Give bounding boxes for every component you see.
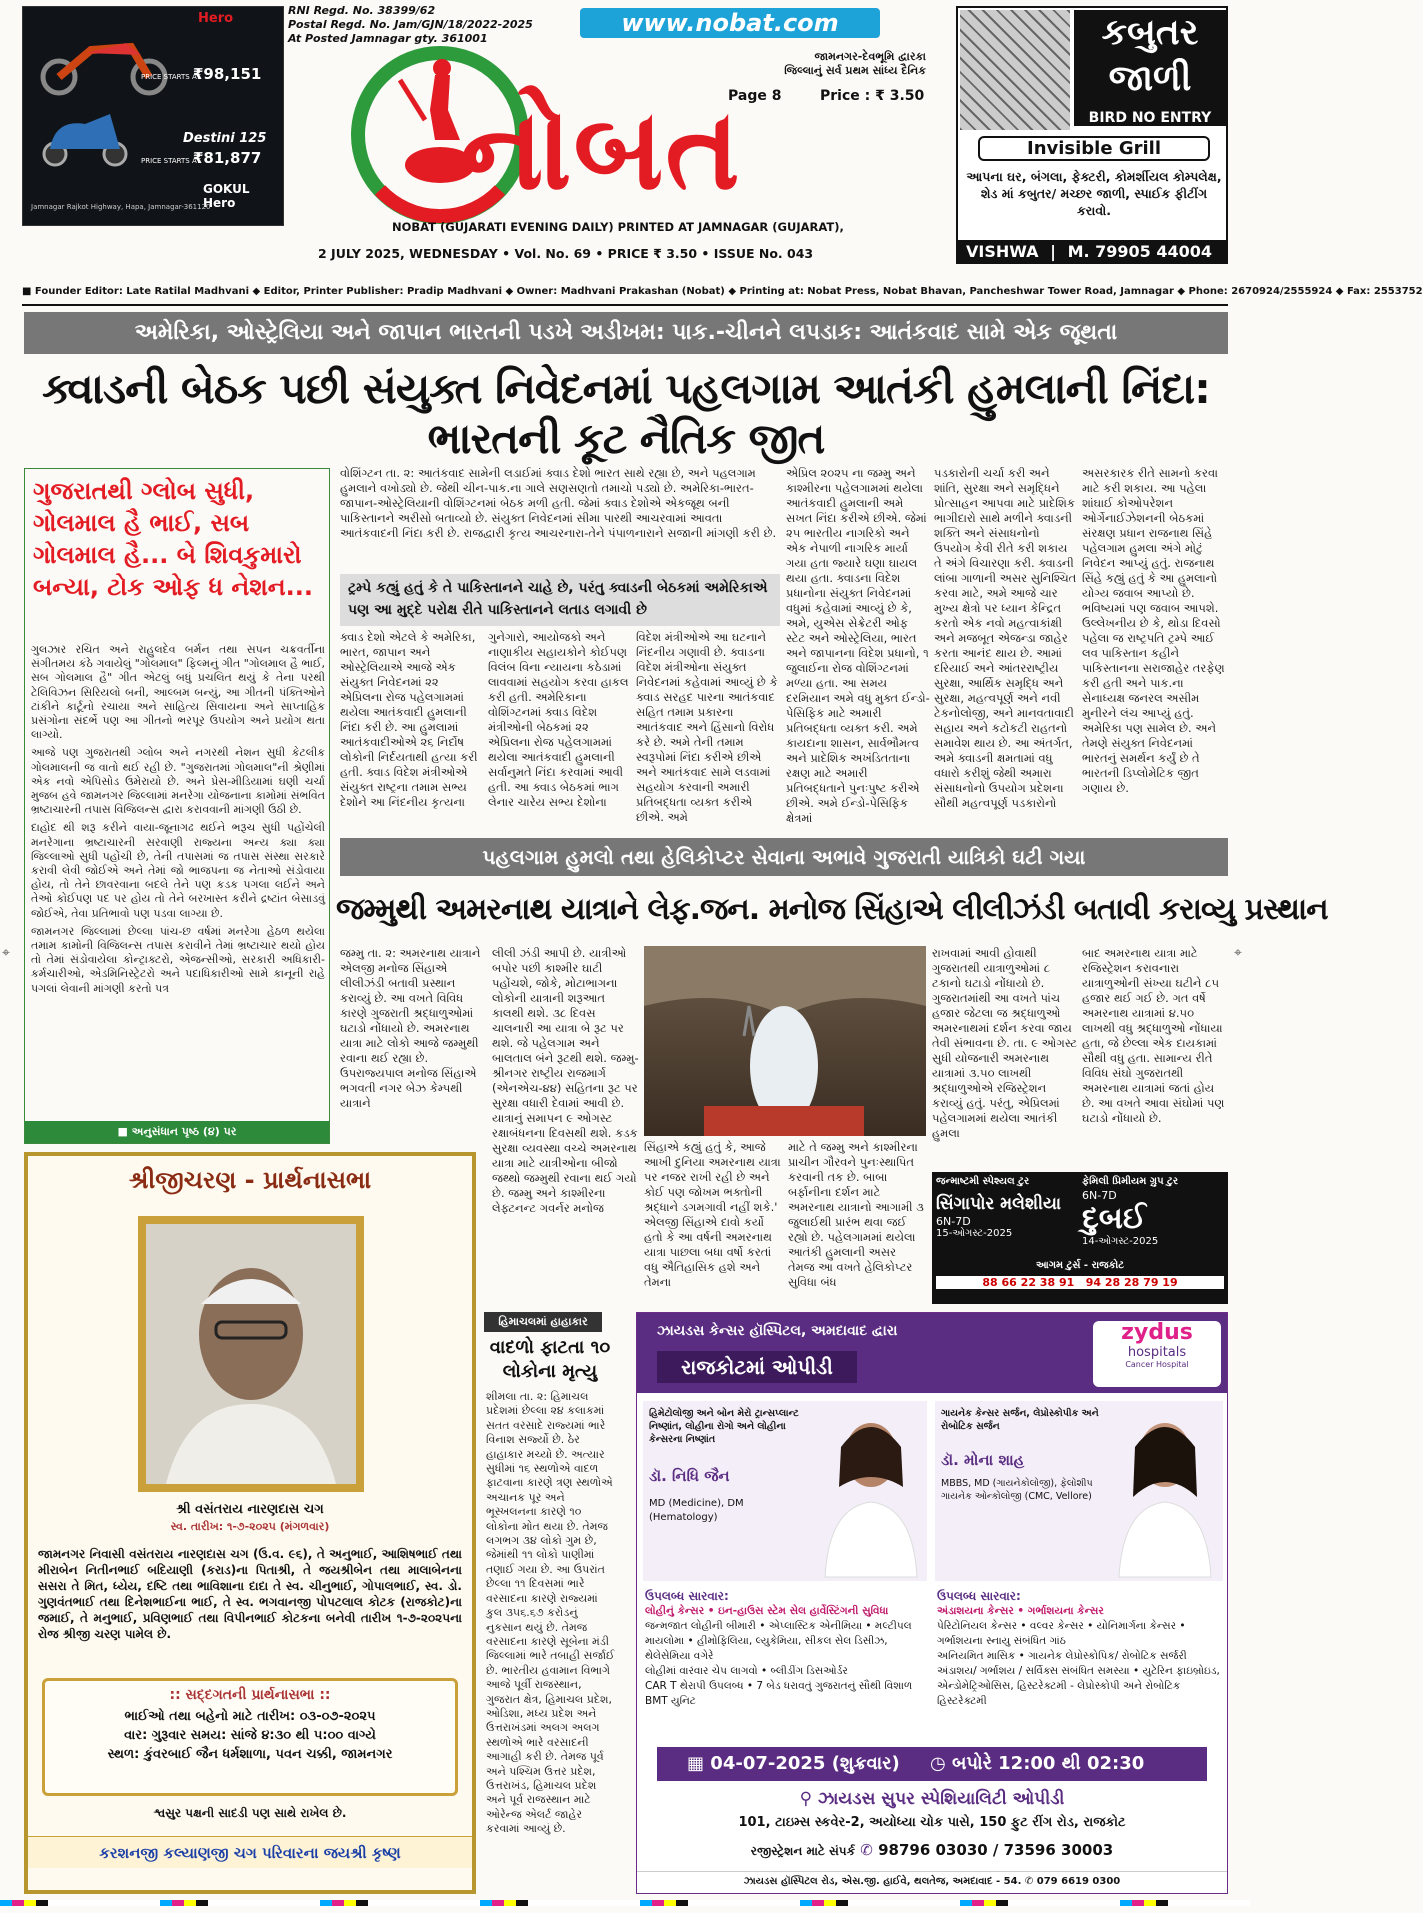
tour-date: 15-ઓગસ્ટ-2025 — [936, 1228, 1013, 1239]
price-label: PRICE STARTS AT — [141, 157, 201, 165]
prayer-meet-date: ભાઈઓ તથા બહેનો માટે તારીખ: ૦૩-૦૭-૨૦૨૫ — [124, 1709, 376, 1724]
registration-mark-icon: ⌖ — [1234, 945, 1242, 961]
model-name: Destini 125 — [183, 131, 267, 146]
ad-title: કબુતર જાળી — [1074, 10, 1226, 110]
ad-left-hero[interactable] — [22, 6, 284, 226]
phone-icon: ✆ — [860, 1841, 873, 1859]
zydus-top: ઝાયડસ કેન્સર હૉસ્પિટલ, અમદાવાદ દ્વારા — [657, 1323, 898, 1339]
opd-schedule-bar — [657, 1747, 1207, 1781]
prayer-meet-time: વાર: ગુરૂવાર સમય: સાંજે ૪:૩૦ થી ૫:૦૦ વાગ્યે — [124, 1728, 376, 1743]
doctor-role: હિમેટોલોજી અને બોન મેરો ટ્રાન્સપ્લાન્ટ નિષ્ણાંત, લોહીના રોગો અને લોહીના કેન્સરના નિષ્ણાંત — [649, 1408, 799, 1445]
zydus-title: રાજકોટમાં ઓપીડી — [657, 1351, 857, 1383]
phone-number[interactable]: 94 28 28 79 19 — [1085, 1276, 1178, 1289]
price-label: PRICE STARTS AT — [141, 73, 201, 81]
main-story-col2: ગુનેગારો, આયોજકો અને નાણાકીય સહાયકોને કોઈપણ વિલંબ વિના ન્યાયના કઠેડામાં લાવવામાં સહયોગ કરવા હાકલ કરી હતી. અમેરિકાના વોશિંગ્ટનમાં ક્વાડ વિદેશ મંત્રીઓની બેઠકમાં ૨૨ એપ્રિલના રોજ પહેલગામમાં થયેલા આતંકવાદી હુમલાની સર્વાનુમતે નિંદા કરવામાં આવી હતી. આ ક્વાડ બેઠકમાં ભાગ લેનાર ચારેય સભ્ય દેશોના — [488, 630, 629, 809]
ad-contact: VISHWA | M. 79905 44004 — [958, 240, 1226, 264]
registration-lines: RNI Regd. No. 38399/62 Postal Regd. No. Jam/GJN/18/2022-2025 At Posted Jamnagar gty. 361001 — [288, 4, 533, 45]
tour-phones — [936, 1276, 1224, 1289]
dealer-logo: GOKUL Hero — [203, 182, 250, 210]
phone-number: M. 79905 44004 — [1067, 242, 1213, 261]
dateline: 2 JULY 2025, WEDNESDAY • Vol. No. 69 • PRICE ₹ 3.50 • ISSUE No. 043 — [318, 246, 814, 261]
tour-nights: 6N-7D — [936, 1215, 971, 1228]
tour-nights: 6N-7D — [1082, 1189, 1117, 1202]
amarnath-col2: લીલી ઝંડી આપી છે. યાત્રીઓ બપોર પછી કાશ્મીર ઘાટી પહોંચશે, જોકે, મોટાભાગના લોકોની યાત્રાની શરૂઆત કાલથી થશે. ૩૮ દિવસ ચાલનારી આ યાત્રા બે રૂટ પર થશે. જે પહેલગામ અને બાલતાલ બંને રૂટથી થશે. જમ્મુ-શ્રીનગર રાષ્ટ્રીય રાજમાર્ગ (એનએચ-૪૪) સહિતના રૂટ પર સુરક્ષા વધારી દેવામાં આવી છે. યાત્રાનું સમાપન ૯ ઓગસ્ટ રક્ષાબંધનના દિવસથી થશે. કડક સુરક્ષા વ્યવસ્થા વચ્ચે અમરનાથ યાત્રા માટે યાત્રીઓના બીજો જથ્થો જમ્મુથી રવાના થઈ ગયો છે. જમ્મુ અને કાશ્મીરના લેફ્ટનન્ટ ગવર્નર મનોજ — [492, 946, 639, 1215]
hospital-phone[interactable]: 079 6619 0300 — [1036, 1876, 1121, 1887]
phone-number[interactable]: 88 66 22 38 91 — [982, 1276, 1075, 1289]
doctor2-photo — [1113, 1407, 1217, 1577]
registration-mark-icon: ⌖ — [2, 945, 10, 961]
masthead-subline: NOBAT (GUJARATI EVENING DAILY) PRINTED AT JAMNAGAR (GUJARAT), — [392, 220, 844, 234]
location-pin-icon: ⚲ — [799, 1789, 813, 1809]
service-item: લોહીનું કેન્સર • ઇન-હાઉસ સ્ટેમ સેલ હાર્વેસ્ટિંગની સુવિધા — [645, 1605, 889, 1617]
website-banner[interactable]: www.nobat.com — [580, 8, 880, 38]
zydus-footer — [637, 1871, 1227, 1887]
himachal-body: શીમલા તા. ૨: હિમાચલ પ્રદેશમાં છેલ્લા ૨૪ કલાકમાં સતત વરસાદે રાજ્યમાં ભારે વિનાશ સર્જ્યો છે. ઠેર હાહાકાર મચ્યો છે. અત્યાર સુધીમાં ૧૬ સ્થળોએ વાદળ ફાટવાના કારણે ત્રણ સ્થળોએ અચાનક પૂર અને ભૂસ્ખલનના કારણે ૧૦ લોકોના મોત થયા છે. તેમજ લગભગ ૩૪ લોકો ગુમ છે, જેમાંથી ૧૧ લોકો પાણીમાં તણાઈ ગયા છે. આ ઉપરાંત છેલ્લા ૧૧ દિવસમાં ભારે વરસાદના કારણે રાજ્યમાં કુલ ૩૫૬.૬૭ કરોડનું નુકસાન થયું છે. તેમજ વરસાદના કારણે સૂબેના મંડી જિલ્લામાં ભારે તબાહી સર્જાઈ છે. ભારતીય હવામાન વિભાગે આજે પૂર્વી રાજસ્થાન, ગુજરાત ક્ષેત્ર, હિમાચલ પ્રદેશ, ઓડિશા, મધ્ય પ્રદેશ અને ઉત્તરાખંડમાં અલગ અલગ સ્થળોએ ભારે વરસાદની આગાહી કરી છે. તેમજ પૂર્વ અને પશ્ચિમ ઉત્તર પ્રદેશ, ઉત્તરાખંડ, હિમાચલ પ્રદેશ અને પૂર્વ રાજસ્થાન માટે ઓરેન્જ એલર્ટ જાહેર કરવામાં આવ્યું છે. — [486, 1390, 615, 1836]
tour-date: 14-ઓગસ્ટ-2025 — [1082, 1236, 1159, 1247]
main-story-col1: ક્વાડ દેશો એટલે કે અમેરિકા, ભારત, જાપાન અને ઓસ્ટ્રેલિયાએ આજે એક સંયુક્ત નિવેદનમાં ૨૨ એપ્રિલના રોજ પહેલગામમાં થયેલા આતંકવાદી હુમલાની નિંદા કરી છે. આ હુમલામાં આતંકવાદીઓએ ૨૬ નિર્દોષ લોકોની નિર્દયતાથી હત્યા કરી હતી. ક્વાડ વિદેશ મંત્રીઓએ સંયુક્ત રાષ્ટ્રના તમામ સભ્ય દેશોને આ નિંદનીય કૃત્યના — [340, 630, 478, 809]
main-story-col4: એપ્રિલ ૨૦૨૫ ના જમ્મુ અને કાશ્મીરના પહેલગામમાં થયેલા આતંકવાદી હુમલાની અમે સખત નિંદા કરીએ છીએ. જેમાં ૨૫ ભારતીય નાગરિકો અને એક નેપાળી નાગરિક માર્યા ગયા હતા જ્યારે ઘણા ઘાયલ થયા હતા. ક્વાડના વિદેશ પ્રધાનોના સંયુક્ત નિવેદનમાં વધુમાં કહેવામાં આવ્યું છે કે, અમે, યુએસ સેક્રેટરી ઓફ સ્ટેટ અને ઓસ્ટ્રેલિયા, ભારત અને જાપાનના વિદેશ પ્રધાનો, ૧ જુલાઈના રોજ વોશિંગ્ટનમાં મળ્યા હતા. આ સમય દરમિયાન અમે વધુ મુક્ત ઈન્ડો-પેસિફિક માટે અમારી પ્રતિબદ્ધતા વ્યક્ત કરી. અમે કાયદાના શાસન, સાર્વભૌમત્વ અને પ્રાદેશિક અખંડિતતાના રક્ષણ માટે અમારી પ્રતિબદ્ધતાને પુનઃપુષ્ટ કરીએ છીએ. અમે ઈન્ડો-પેસિફિક ક્ષેત્રમાં — [786, 466, 930, 825]
service-item: લોહીમાં વારંવાર ચેપ લાગવો • બ્લીડીંગ ડિસઓર્ડર — [645, 1665, 848, 1677]
registration-label: રજીસ્ટ્રેશન માટે સંપર્ક — [750, 1844, 856, 1858]
prayer-meet-venue: સ્થળ: કુંવરબાઈ જૈન ધર્મશાળા, પવન ચક્કી, જામનગર — [107, 1747, 393, 1762]
company-name: VISHWA — [966, 242, 1039, 261]
masthead-tagline: જામનગર-દેવભૂમિ દ્વારકા જિલ્લાનું સર્વ પ્રથમ સાંધ્ય દૈનિક — [784, 50, 926, 77]
main-story-col5: પડકારોની ચર્ચા કરી અને શાંતિ, સુરક્ષા અને સમૃદ્ધિને પ્રોત્સાહન આપવા માટે પ્રાદેશિક ભાગીદારો સાથે મળીને ક્વાડની શક્તિ અને સંસાધનોનો ઉપયોગ કેવી રીતે કરી શકાય તે અંગે વિચારણા કરી. ક્વાડની લાંબા ગાળાની અસર સુનિશ્ચિત કરવા માટે, અમે આજે ચાર મુખ્ય ક્ષેત્રો પર ધ્યાન કેન્દ્રિત કરતો એક નવો મહત્વાકાંક્ષી અને મજબૂત એજન્ડા જાહેર કરતા આનંદ થાય છે. આમાં દરિયાઈ અને આંતરરાષ્ટ્રીય સુરક્ષા, આર્થિક સમૃદ્ધિ અને સુરક્ષા, મહત્વપૂર્ણ અને નવી ટેકનોલોજી, અને માનવતાવાદી સહાય અને કટોકટી રાહતનો સમાવેશ થાય છે. આ અંતર્ગત, અમે ક્વાડની ક્ષમતામાં વધુ વધારો કરીશું જેથી અમારા સંસાધનોનો ઉપયોગ પ્રદેશના સૌથી મહત્વપૂર્ણ પડકારોનો — [934, 466, 1077, 810]
price-value: ₹81,877 — [193, 149, 262, 167]
doctor-name: ડૉ. નિધિ જૈન — [649, 1467, 730, 1485]
price-label: Price : ₹ 3.50 — [820, 88, 925, 104]
registration-phone[interactable]: 98796 03030 / 73596 30003 — [878, 1841, 1114, 1859]
main-headline: ક્વાડની બેઠક પછી સંયુક્ત નિવેદનમાં પહલગામ આતંકી હુમલાની નિંદા: ભારતની કૂટ નૈતિક જીત — [42, 364, 1210, 463]
service-item: જન્મજાત લોહીની બીમારી • એપ્લાસ્ટિક એનીમિયા • મલ્ટીપલ માયલોમા • હીમોફિલિયા, લ્યુકેમિયા, સીકલ સેલ ડિસીઝ, થેલેસેમિયા વગેરે — [645, 1620, 912, 1662]
opd-date: 04-07-2025 (શુક્રવાર) — [710, 1753, 900, 1774]
travel-ad[interactable] — [932, 1172, 1228, 1304]
services-right — [937, 1589, 1221, 1739]
continued-label[interactable]: ■ અનુસંધાન પૃષ્ઠ (૪) પર — [25, 1121, 329, 1143]
tour-title: જન્માષ્ટમી સ્પેશ્યલ ટુર — [936, 1176, 1030, 1187]
feature-body: ગુલઝાર રચિત અને રાહુલદેવ બર્મન તથા સપન ચક્રવર્તીના સંગીતમય કંઠે ગવાયેલું "ગોલમાલ" ફિલ્મનું ગીત "ગોલમાલ હૈ ભાઈ, સબ ગોલમાલ હૈ" ગીત એટલું બધું પ્રચલિત થયું કે તેના પરથી ટેલિવિઝન સિરિયલો બની, આલ્બમ બન્યું, આ ગીતની પંક્તિઓને ટાંકીને કાર્ટૂનો રચાયા અને સાહિત્ય સિવાયના અને સાપ્તાહિક પ્રસંગોના સંદર્ભે પણ આ ગીતનો ભરપૂર ઉપયોગ અને પ્રયોગ થતા લાગ્યો. આજે પણ ગુજરાતથી ગ્લોબ અને નગરથી નેશન સુધી કેટલીક ગોલમાલની જ વાતો થઈ રહી છે. "ગુજરાતમાં ગોલમાલ"ની શ્રેણીમાં એક નવો એપિસોડ ઉમેરાયો છે. અને પ્રેસ-મીડિયામાં ઘણી ચર્ચા મુજબ હવે જામનગર જિલ્લામાં મનરેગા યોજનાના કામોમાં સંભવિત ભ્રષ્ટાચારની તપાસ વિજિલન્સ દ્વારા કરાવવાની માંગણી ઉઠી છે. દાહોદ થી શરૂ કરીને વાયા-જૂનાગઢ થઈને ભરૂચ સુધી પહોંચેલી મનરેગાના ભ્રષ્ટાચારની સરવાણી રાજ્યના અન્ય ક્યા ક્યા જિલ્લાઓ સુધી પહોંચી છે, તેની તપાસમાં જ તપાસ સંસ્થા સરકારે કરાવી લેવી જોઈએ અને તેમાં જો ભાજપના જ નેતાઓ સંડોવાયા હોય, તો તેને છાવરવાના બદલે તેને પણ કડક પગલા લઈને અને તેઓ કોઈપણ પદ પર હોય તો તેને બરખાસ્ત કરીને દ્રષ્ટાંત બેસાડવું જોઈએ, તેવા પ્રતિભાવો પણ પડવા લાગ્યા છે. જામનગર જિલ્લામાં છેલ્લા પાંચ-છ વર્ષમાં મનરેગા હેઠળ થયેલા તમામ કામોની વિજિલન્સ તપાસ કરાવીને તેમાં ભ્રષ્ટાચાર થયો હોય તો તેમાં સંડોવાયેલા કોન્ટ્રાક્ટરો, એજન્સીઓ, સરકારી અધિકારી-કર્મચારીઓ, એડમિનિસ્ટ્રેટરો અને પદાધિકારીઓ સામે કાનૂની રાહે પગલાં લેવાની માંગણી કરતો પત્ર — [31, 643, 325, 995]
doctor2-card — [935, 1401, 1223, 1581]
feature-headline: ગુજરાતથી ગ્લોબ સુધી, ગોલમાલ હૈ ભાઈ, સબ ગોલમાલ હૈ... બે શિવકુમારો બન્યા, ટોક ઓફ ધ નેશન... — [33, 477, 313, 601]
himachal-headline: વાદળો ફાટતા ૧૦ લોકોના મૃત્યુ — [489, 1337, 611, 1382]
ad-subtitle: BIRD NO ENTRY — [1074, 110, 1226, 126]
hospital-address: ઝાયડસ હૉસ્પિટલ રોડ, એસ.જી. હાઈવે, થલતેજ, અમદાવાદ - 54. — [743, 1876, 1022, 1887]
calendar-icon: ▦ — [687, 1753, 705, 1774]
tour-destination: સિંગાપોર મલેશીયા — [936, 1194, 1062, 1214]
himachal-kicker: હિમાચલમાં હાહાકાર — [484, 1312, 602, 1332]
doctor1-photo — [819, 1407, 923, 1577]
doctor-name: ડૉ. મોના શાહ — [941, 1451, 1025, 1469]
page-number: Page 8 — [728, 88, 782, 104]
deceased-name: શ્રી વસંતરાય નારણદાસ ચગ — [176, 1502, 324, 1517]
service-item: CAR T થેરાપી ઉપલબ્ધ • 7 બેડ ધરાવતું ગુજરાતનું સૌથી વિશાળ BMT યુનિટ — [645, 1680, 913, 1707]
portrait-photo — [138, 1216, 364, 1492]
gujarati-pilgrims-strip: પહલગામ હુમલો તથા હેલિકોપ્ટર સેવાના અભાવે ગુજરાતી યાત્રિકો ઘટી ગયા — [340, 838, 1228, 876]
service-item: અનિયમિત માસિક • ગાયનેક લેપ્રોસ્કોપિક/ રોબોટિક સર્જરી અંડાશય/ ગર્ભાશય / સર્વિક્સ સંબંધિત સમસ્યા • યુટેરિન ફાઇબ્રોઇડ, એન્ડોમેટ્રિઓસિસ, હિસ્ટરેક્ટમી - લેપ્રોસ્કોપી અને રોબોટિક હિસ્ટરેક્ટમી — [937, 1650, 1220, 1707]
ad-description: આપના ઘર, બંગલા, ફેક્ટરી, કોમર્શીયલ કોમ્પલેક્ષ, શેડ માં કબુતર/ મચ્છર જાળી, સ્પાઈક ફીટીંગ કરાવો. — [966, 169, 1222, 218]
doctor-degree: MD (Medicine), DM (Hematology) — [649, 1498, 744, 1523]
color-bar — [0, 1900, 1250, 1906]
tour-title: ફેમિલી પ્રિમીયમ ગ્રુપ ટુર — [1082, 1176, 1179, 1187]
amarnath-col1: જમ્મુ તા. ૨: અમરનાથ યાત્રાને એલજી મનોજ સિંહાએ લીલીઝંડી બતાવી પ્રસ્થાન કરાવ્યું છે. આ વખતે વિવિધ કારણે ગુજરાતી શ્રદ્ધાળુઓમાં ઘટાડો નોંધાયો છે. અમરનાથ યાત્રા માટે લોકો આજે જમ્મુથી રવાના થઈ રહ્યા છે. ઉપરાજ્યપાલ મનોજ સિંહાએ ભગવતી નગર બેઝ કેમ્પથી યાત્રાને — [340, 946, 481, 1110]
prayer-meet-box — [42, 1678, 458, 1796]
scooter-image — [35, 99, 135, 169]
obituary-text: જામનગર નિવાસી વસંતરાય નારણદાસ ચગ (ઉ.વ. ૯૬), તે અનુભાઈ, આશિષભાઈ તથા મીરાબેન નિતીનભાઈ બદિયાણી (કરાડ)ના પિતાશ્રી, તે જયશ્રીબેન તથા માલાબેનના સસરા તે મિત, ધ્યેય, દષ્ટિ તથા ભાવિશાના દાદા તે સ્વ. ચીનુભાઈ, ગોપાલભાઈ, સ્વ. ડો. ગુણવંતભાઈ તથા દિનેશભાઈના ભાઈ, તે સ્વ. ભગવાનજી પોપટલાલ કોટક (રાજકોટ)ના જમાઈ, તે મનુભાઈ, પ્રવિણભાઈ તથા વિપીનભાઈ કોટકના બનેવી તારીખ ૧-૭-૨૦૨૫ના રોજ શ્રીજી ચરણ પામેલ છે. — [38, 1547, 462, 1641]
credits-bar: ■ Founder Editor: Late Ratilal Madhvani ◆ Editor, Printer Publisher: Pradip Madhvani ◆ Owner: Madhvani Prakashan (Nobat) ◆ Printing at: Nobat Press, Nobat Bhavan, Pancheshwar Tower Road, Jamnagar ◆ Phone: 2670924/2555924 ◆ Fax: 2553752 — [22, 286, 1423, 297]
death-date: સ્વ. તારીખ: ૧-૭-૨૦૨૫ (મંગળવાર) — [170, 1520, 330, 1533]
obituary-title: શ્રીજીચરણ - પ્રાર્થનાસભા — [128, 1166, 372, 1194]
clock-icon: ◷ — [929, 1753, 946, 1774]
hero-logo: Hero — [198, 11, 234, 26]
service-item: અંડાશયના કેન્સર • ગર્ભાશયના કેન્સર — [937, 1605, 1104, 1617]
logo-wordmark: નોબત — [460, 85, 742, 215]
amarnath-col3: સિંહાએ કહ્યું હતું કે, આજે આખી દુનિયા અમરનાથ યાત્રા પર નજર રાખી રહી છે અને કોઈ પણ જોખમ ભક્તોની શ્રદ્ધાને ડગમગાવી નહીં શકે.' એલજી સિંહાએ દાવો કર્યો હતો કે આ વર્ષની અમરનાથ યાત્રા પાછલા બધા વર્ષો કરતાં વધુ ઐતિહાસિક હશે અને તેમના — [644, 1140, 781, 1289]
amarnath-headline: જમ્મુથી અમરનાથ યાત્રાને લેફ.જન. મનોજ સિંહાએ લીલીઝંડી બતાવી કરાવ્યુ પ્રસ્થાન — [336, 892, 1328, 927]
obituary-note: શ્વસુર પક્ષની સાદડી પણ સાથે રાખેલ છે. — [153, 1806, 347, 1820]
family-name: કરશનજી કલ્યાણજી ચગ પરિવારના જયશ્રી કૃષ્ણ — [28, 1836, 472, 1868]
nobat-logo — [340, 40, 920, 230]
services-left — [645, 1589, 927, 1739]
ad-right-bird-net[interactable] — [956, 6, 1228, 264]
top-strip-headline: અમેરિકા, ઓસ્ટ્રેલિયા અને જાપાન ભારતની પડખે અડીખમ: પાક.-ચીનને લપડાક: આતંકવાદ સામે એક જૂથતા — [24, 312, 1228, 354]
price-value: ₹98,151 — [193, 65, 262, 83]
amarnath-shivling-photo — [644, 946, 926, 1136]
ad-product: Invisible Grill — [978, 136, 1210, 161]
amarnath-col4: માટે તે જમ્મુ અને કાશ્મીરના પ્રાચીન ગૌરવને પુનઃસ્થાપિત કરવાની તક છે. બાબા બર્ફાનીના દર્શન માટે અમરનાથ યાત્રાનો આગામી ૩ જુલાઈથી પ્રારંભ થવા જઈ રહ્યો છે. પહેલગામમાં થયેલા આતંકી હુમલાની અસર તેમજ આ વખતે હેલિકોપ્ટર સુવિધા બંધ — [788, 1140, 924, 1289]
amarnath-col5: રાખવામાં આવી હોવાથી ગુજરાતથી યાત્રાળુઓમાં ૮ ટકાનો ઘટાડો નોંધાયો છે. ગુજરાતમાંથી આ વખતે પાંચ હજાર જેટલા જ શ્રદ્ધાળુઓ અમરનાથમાં દર્શન કરવા જાય તેવી સંભાવના છે. તા. ૯ ઓગસ્ટ સુધી યોજનારી અમરનાથ યાત્રામાં ૩.૫૦ લાખથી શ્રદ્ધાળુઓએ રજિસ્ટ્રેશન કરાવ્યું હતું. પરંતુ, એપ્રિલમાં પહેલગામમાં થયેલા આતંકી હુમલા — [932, 946, 1078, 1140]
tour-agency: આગમ ટુર્સ - રાજકોટ — [1035, 1260, 1125, 1271]
service-item: પેરિટોનિયલ કેન્સર • વલ્વર કેન્સર • યોનિમાર્ગના કેન્સર • ગર્ભાશયના સ્નાયુ સંબંધિત ગાંઠ — [937, 1620, 1186, 1647]
divider — [22, 304, 1228, 306]
doctor-role: ગાયનેક કેન્સર સર્જન, લેપ્રોસ્કોપીક અને રોબોટિક સર્જન — [941, 1408, 1099, 1432]
main-story-col3: વિદેશ મંત્રીઓએ આ ઘટનાને નિંદનીય ગણાવી છે. ક્વાડના વિદેશ મંત્રીઓના સંયુક્ત નિવેદનમાં કહેવામાં આવ્યું છે કે ક્વાડ સરહદ પારના આતંકવાદ સહિત તમામ પ્રકારના આતંકવાદ અને હિંસાનો વિરોધ કરે છે. અમે તેની તમામ સ્વરૂપોમાં નિંદા કરીએ છીએ અને આતંકવાદ સામે લડવામાં સહયોગ કરવાની અમારી પ્રતિબદ્ધતા વ્યક્ત કરીએ છીએ. અમે — [636, 630, 778, 824]
main-story-intro: વોશિંગ્ટન તા. ૨: આતંકવાદ સામેની લડાઈમાં ક્વાડ દેશો ભારત સાથે રહ્યા છે, અને પહલગામ હુમલાને વખોડ્યો છે. જેથી ચીન-પાક.ના ગાલે સણસણતો તમાચો પડ્યો છે. અમેરિકા-ભારત-જાપાન-ઓસ્ટ્રેલિયાની વોશિંગ્ટનમાં બેઠક મળી હતી. જેમાં ક્વાડ દેશોએ એકજૂથ બની પાકિસ્તાનને અરીસો બતાવ્યો છે. સંયુક્ત નિવેદનમાં સીમા પારથી આચરવામાં આવતા આતંકવાદની નિંદા કરી છે. રાજદ્વારી કૃત્ય આચરનારા-તેને પંપાળનારાને સજાની માંગણી કરી છે. — [340, 466, 777, 540]
pull-quote: ટ્રમ્પે કહ્યું હતું કે તે પાકિસ્તાનને ચાહે છે, પરંતુ ક્વાડની બેઠકમાં અમેરિકાએ પણ આ મુદ્દે પરોક્ષ રીતે પાકિસ્તાનને લતાડ લગાવી છે — [340, 574, 780, 626]
zydus-logo-sub: hospitals — [1127, 1345, 1187, 1360]
motorcycle-image — [31, 25, 181, 95]
tour-destination: દુબઈ — [1082, 1201, 1147, 1236]
pigeon-image — [960, 10, 1070, 130]
phone-icon: ✆ — [1024, 1876, 1034, 1887]
opd-time: બપોરે 12:00 થી 02:30 — [951, 1753, 1145, 1774]
left-feature-box — [24, 468, 330, 1144]
main-story-col6: અસરકારક રીતે સામનો કરવા માટે કરી શકાય. આ પહેલા શાંઘાઈ કોઓપરેશન ઓર્ગેનાઈઝેશનની બેઠકમાં સંરક્ષણ પ્રધાન રાજનાથ સિંહે પહેલગામ હુમલા અંગે મોટું નિવેદન આપ્યું હતું. રાજનાથ સિંહે કહ્યું હતું કે આ હુમલાનો યોગ્ય જવાબ આપ્યો છે. ભવિષ્યમાં પણ જવાબ આપશે. ઉલ્લેખનીય છે કે, થોડા દિવસો પહેલા જ રાષ્ટ્રપતિ ટ્રમ્પે આઈ લવ પાકિસ્તાન કહીને પાકિસ્તાનના સરાજાહેર તરફેણ કરી હતી અને પાક.ના સેનાધ્યક્ષ જનરલ અસીમ મુનીરને લંચ આપ્યું હતું. અમેરિકા પણ સામેલ છે. અને તેમણે સંયુક્ત નિવેદનમાં ભારતનું સમર્થન કર્યું છે તે ભારતની ડિપ્લોમેટિક જીત ગણાય છે. — [1082, 466, 1225, 795]
doctor1-card — [643, 1401, 927, 1581]
dealer-address: Jamnagar Rajkot Highway, Hapa, Jamnagar-361120 — [31, 203, 211, 211]
opd-venue: ⚲ ઝાયડસ સુપર સ્પેશિયાલિટી ઓપીડી — [799, 1789, 1065, 1809]
services-label: ઉપલબ્ધ સારવાર: — [937, 1589, 1021, 1603]
opd-address: 101, ટાઇમ્સ સ્કવેર-2, અયોધ્યા ચોક પાસે, 150 ફુટ રીંગ રોડ, રાજકોટ — [738, 1815, 1126, 1830]
zydus-ad[interactable] — [636, 1312, 1228, 1894]
zydus-logo-text: zydus — [1121, 1320, 1193, 1345]
services-label: ઉપલબ્ધ સારવાર: — [645, 1589, 729, 1603]
prayer-meet-title: :: સદ્દગતની પ્રાર્થનાસભા :: — [169, 1687, 331, 1703]
doctor-degree: MBBS, MD (ગાયનેકોલોજી), ફેલોશીપ ગાયનેક ઓન્કોલોજી (CMC, Vellore) — [941, 1478, 1093, 1502]
zydus-logo-tag: Cancer Hospital — [1125, 1360, 1189, 1369]
amarnath-col6: બાદ અમરનાથ યાત્રા માટે રજિસ્ટ્રેશન કરાવનારા યાત્રાળુઓની સંખ્યા ઘટીને ૮૫ હજાર થઈ ગઈ છે. ગત વર્ષે અમરનાથ યાત્રામાં ૪.૫૦ લાખથી વધુ શ્રદ્ધાળુઓ નોંધાયા હતા, જે છેલ્લા એક દાયકામાં સૌથી વધુ હતા. સામાન્ય રીતે વિવિધ સંઘો ગુજરાતથી અમરનાથ યાત્રામાં જતાં હોય છે. આ વખતે આવા સંઘોમાં પણ ઘટાડો નોંધાયો છે. — [1082, 946, 1225, 1125]
obituary-box — [24, 1152, 476, 1894]
zydus-logo — [1093, 1321, 1221, 1387]
registration-contact — [637, 1841, 1227, 1859]
